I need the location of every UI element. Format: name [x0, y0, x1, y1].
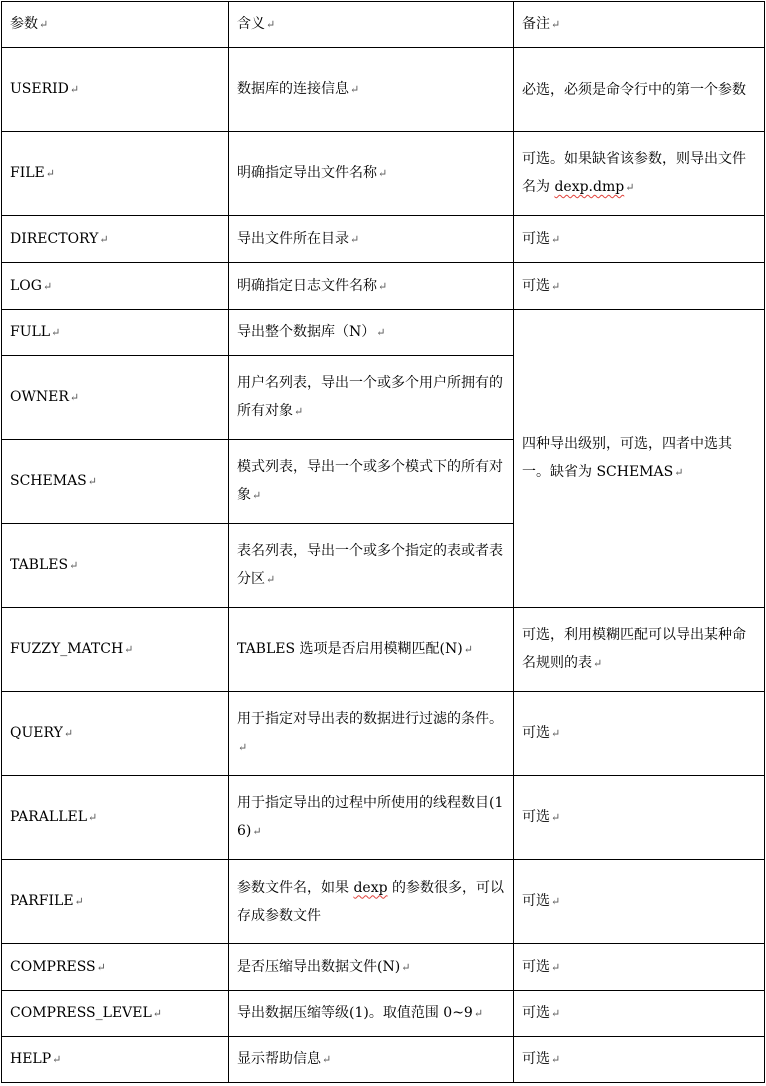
- paragraph-mark-icon: ↵: [63, 727, 74, 740]
- paragraph-mark-icon: ↵: [551, 895, 561, 908]
- table-row: [2, 608, 765, 692]
- paragraph-mark-icon: ↵: [551, 727, 561, 740]
- note-cell: 可选↵: [514, 776, 765, 860]
- paragraph-mark-icon: ↵: [350, 83, 360, 96]
- table-row: [2, 991, 765, 1037]
- meaning-cell: 用于指定导出的过程中所使用的线程数目(16)↵: [229, 776, 514, 860]
- param-cell: FUZZY_MATCH↵: [2, 608, 229, 692]
- header-meaning: 含义↵: [229, 2, 514, 48]
- paragraph-mark-icon: ↵: [252, 825, 262, 838]
- paragraph-mark-icon: ↵: [401, 960, 411, 974]
- paragraph-mark-icon: ↵: [74, 895, 84, 908]
- paragraph-mark-icon: ↵: [266, 573, 276, 586]
- param-cell: PARFILE↵: [2, 860, 229, 944]
- param-cell: USERID↵: [2, 48, 229, 132]
- table-row: [2, 1037, 765, 1083]
- meaning-cell: 表名列表，导出一个或多个指定的表或者表分区↵: [229, 524, 514, 608]
- paragraph-mark-icon: ↵: [376, 326, 386, 339]
- meaning-cell: TABLES 选项是否启用模糊匹配(N)↵: [229, 608, 514, 692]
- paragraph-mark-icon: ↵: [39, 18, 49, 31]
- meaning-cell: 明确指定导出文件名称↵: [229, 132, 514, 216]
- paragraph-mark-icon: ↵: [378, 279, 388, 293]
- paragraph-mark-icon: ↵: [551, 960, 561, 974]
- paragraph-mark-icon: ↵: [551, 279, 561, 293]
- param-cell: HELP↵: [2, 1037, 229, 1083]
- paragraph-mark-icon: ↵: [378, 167, 388, 180]
- meaning-cell: 显示帮助信息↵: [229, 1037, 514, 1083]
- meaning-cell: 导出整个数据库（N）↵: [229, 310, 514, 356]
- paragraph-mark-icon: ↵: [42, 279, 53, 293]
- paragraph-mark-icon: ↵: [463, 643, 473, 656]
- paragraph-mark-icon: ↵: [96, 960, 106, 974]
- paragraph-mark-icon: ↵: [69, 391, 80, 404]
- param-cell: LOG↵: [2, 263, 229, 310]
- param-cell: FILE↵: [2, 132, 229, 216]
- meaning-cell: 用于指定对导出表的数据进行过滤的条件。 ↵: [229, 692, 514, 776]
- note-cell: 可选，利用模糊匹配可以导出某种命名规则的表↵: [514, 608, 765, 692]
- paragraph-mark-icon: ↵: [294, 405, 304, 418]
- paragraph-mark-icon: ↵: [551, 1053, 561, 1066]
- paragraph-mark-icon: ↵: [87, 475, 97, 488]
- meaning-cell: 导出数据压缩等级(1)。取值范围 0~9↵: [229, 991, 514, 1037]
- param-cell: SCHEMAS↵: [2, 440, 229, 524]
- note-cell: 可选↵: [514, 944, 765, 991]
- table-row: [2, 263, 765, 310]
- table-row: [2, 216, 765, 263]
- paragraph-mark-icon: ↵: [88, 811, 98, 824]
- paragraph-mark-icon: ↵: [51, 326, 61, 339]
- meaning-cell: 模式列表，导出一个或多个模式下的所有对象↵: [229, 440, 514, 524]
- header-param: 参数↵: [2, 2, 229, 48]
- param-cell: OWNER↵: [2, 356, 229, 440]
- param-cell: FULL↵: [2, 310, 229, 356]
- table-row: [2, 132, 765, 216]
- paragraph-mark-icon: ↵: [551, 18, 561, 31]
- merged-note-cell: 四种导出级别，可选，四者中选其一。缺省为 SCHEMAS↵: [514, 310, 765, 608]
- paragraph-mark-icon: ↵: [625, 181, 635, 194]
- note-cell: 可选↵: [514, 860, 765, 944]
- paragraph-mark-icon: ↵: [69, 83, 80, 96]
- note-cell: 可选↵: [514, 1037, 765, 1083]
- paragraph-mark-icon: ↵: [322, 1053, 332, 1066]
- paragraph-mark-icon: ↵: [473, 1007, 484, 1020]
- paragraph-mark-icon: ↵: [52, 1053, 62, 1066]
- meaning-cell: 明确指定日志文件名称↵: [229, 263, 514, 310]
- note-cell: 可选。如果缺省该参数，则导出文件名为 dexp.dmp↵: [514, 132, 765, 216]
- paragraph-mark-icon: ↵: [551, 1007, 561, 1020]
- param-cell: COMPRESS↵: [2, 944, 229, 991]
- note-cell: 必选，必须是命令行中的第一个参数: [514, 48, 765, 132]
- paragraph-mark-icon: ↵: [551, 811, 561, 824]
- table-row: [2, 48, 765, 132]
- param-cell: QUERY↵: [2, 692, 229, 776]
- note-cell: 可选↵: [514, 692, 765, 776]
- meaning-cell: 导出文件所在目录↵: [229, 216, 514, 263]
- paragraph-mark-icon: ↵: [152, 1007, 163, 1020]
- paragraph-mark-icon: ↵: [99, 232, 109, 246]
- param-cell: PARALLEL↵: [2, 776, 229, 860]
- paragraph-mark-icon: ↵: [266, 18, 276, 31]
- table-row: [2, 944, 765, 991]
- table-row: [2, 776, 765, 860]
- meaning-cell: 数据库的连接信息↵: [229, 48, 514, 132]
- table-row: [2, 310, 765, 356]
- paragraph-mark-icon: ↵: [674, 466, 684, 479]
- param-cell: DIRECTORY↵: [2, 216, 229, 263]
- paragraph-mark-icon: ↵: [238, 741, 248, 754]
- table-row: [2, 692, 765, 776]
- note-cell: 可选↵: [514, 263, 765, 310]
- parameter-table: [1, 1, 765, 1083]
- spellcheck-underlined-text: dexp: [353, 879, 388, 896]
- spellcheck-underlined-text: dexp.dmp: [554, 179, 625, 195]
- paragraph-mark-icon: ↵: [551, 232, 561, 246]
- table-row: [2, 860, 765, 944]
- paragraph-mark-icon: ↵: [593, 657, 603, 670]
- paragraph-mark-icon: ↵: [45, 167, 55, 180]
- param-cell: TABLES↵: [2, 524, 229, 608]
- meaning-cell: 是否压缩导出数据文件(N)↵: [229, 944, 514, 991]
- paragraph-mark-icon: ↵: [252, 489, 262, 502]
- paragraph-mark-icon: ↵: [124, 643, 134, 656]
- table-header-row: [2, 2, 765, 48]
- note-cell: 可选↵: [514, 991, 765, 1037]
- paragraph-mark-icon: ↵: [69, 559, 79, 572]
- meaning-cell: 用户名列表，导出一个或多个用户所拥有的所有对象↵: [229, 356, 514, 440]
- meaning-cell: 参数文件名，如果 dexp 的参数很多，可以存成参数文件: [229, 860, 514, 944]
- paragraph-mark-icon: ↵: [350, 232, 360, 246]
- header-note: 备注↵: [514, 2, 765, 48]
- param-cell: COMPRESS_LEVEL↵: [2, 991, 229, 1037]
- note-cell: 可选↵: [514, 216, 765, 263]
